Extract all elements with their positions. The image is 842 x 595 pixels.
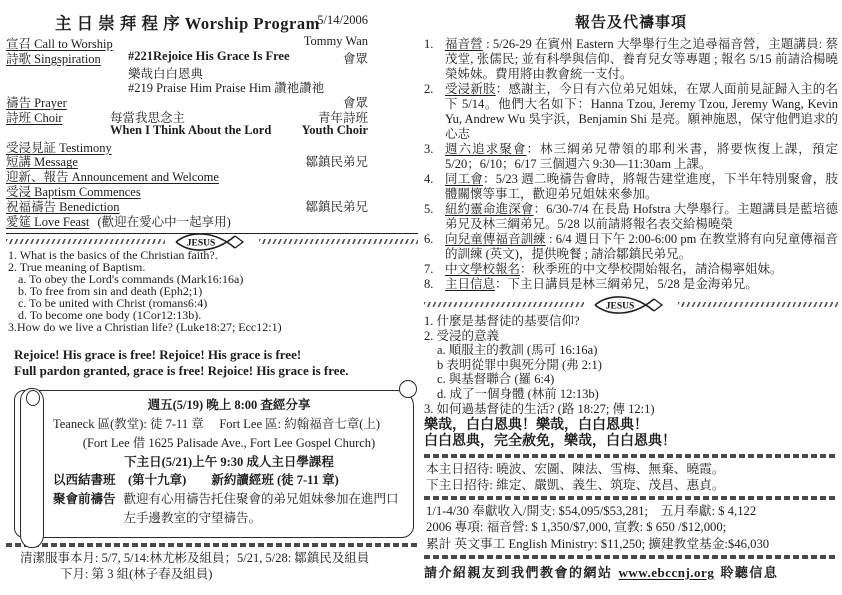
title-row xyxy=(6,10,418,34)
program-person: 青年詩班 xyxy=(317,110,368,125)
cleaning-duty xyxy=(6,550,418,583)
finance-line: 2006 專項: 福音營: $ 1,350/$7,000, 宣教: $ 650 /$12,000; xyxy=(426,520,727,535)
ushers-next-week: 下主日招待: 維定、嚴凱、義生、筑琁、茂昌、惠貞。 xyxy=(426,477,725,492)
program-row xyxy=(6,152,418,170)
program-person: 會眾 xyxy=(342,96,368,111)
outline-line: c. 與基督聯合 (羅 6:4) xyxy=(437,372,555,387)
english-outline xyxy=(6,250,418,333)
item-heading: 受浸新肢 xyxy=(445,82,496,96)
outline-line: b. To free from sin and death (Eph2;1) xyxy=(18,284,203,299)
item-body: 中文學校報名：秋季班的中文學校開始報名，請洽楊寧姐妹。 xyxy=(445,262,783,276)
program-list xyxy=(6,34,418,229)
item-body: 紐約靈命進深會：6/30-7/4 在長島 Hofstra 大學舉行。主題講員是藍培德弟兄及林三綱弟兄。5/28 以前請將報名表交給楊曉榮 xyxy=(445,202,838,231)
item-heading: 週六追求聚會 xyxy=(445,142,527,156)
program-person: 會眾 xyxy=(342,51,368,66)
svg-text:JESUS: JESUS xyxy=(186,238,216,249)
program-song: 每當我思念主 xyxy=(110,110,186,125)
program-row xyxy=(6,78,418,96)
refrain-line: Rejoice! His grace is free! Rejoice! His grace is free! xyxy=(14,346,302,362)
scroll-roll-decoration xyxy=(20,388,44,548)
outline-line: 3. 如何過基督徒的生活? (路 18:27; 傳 12:1) xyxy=(424,401,655,416)
program-row xyxy=(6,64,418,79)
outline-line: a. To obey the Lord's commands (Mark16:16a) xyxy=(18,272,244,287)
scroll-line: 週五(5/19) 晚上 8:00 查經分享 xyxy=(147,398,311,413)
outline-line: d. 成了一個身體 (林前 12:13b) xyxy=(437,386,599,401)
page-title: 主 日 崇 拜 程 序 Worship Program xyxy=(55,14,320,33)
bulletin-date: 5/14/2006 xyxy=(317,13,368,27)
cleaning-line: 下月: 第 3 組(林子春及組員) xyxy=(60,567,213,582)
program-row xyxy=(6,49,418,64)
squiggle-divider xyxy=(424,496,838,500)
item-heading: 同工會 xyxy=(445,172,484,186)
item-body: 主日信息：下主日講員是林三綱弟兄，5/28 是金海弟兄。 xyxy=(445,277,758,291)
squiggle-divider xyxy=(6,543,418,547)
right-column xyxy=(424,0,838,581)
program-label: 宣召 Call to Worship xyxy=(6,37,113,51)
program-row xyxy=(6,197,418,212)
website-footer xyxy=(424,562,838,581)
item-heading: 中文學校報名 xyxy=(445,262,521,276)
item-number: 4. xyxy=(424,172,434,186)
announcement-item xyxy=(424,202,838,232)
program-label: 迎新、報告 Announcement and Welcome xyxy=(6,170,219,185)
item-number: 5. xyxy=(424,202,434,216)
outline-line: c. To be united with Christ (romans6:4) xyxy=(18,295,208,310)
program-song: #219 Praise Him Praise Him 讚祂讚祂 xyxy=(128,81,325,96)
jesus-divider xyxy=(424,298,838,311)
item-number: 1. xyxy=(424,37,434,51)
finance-line: 累計 英文事工 English Ministry: $11,250; 擴建教堂基金:$46,030 xyxy=(426,536,770,551)
announcements-header: 報告及代禱事項 xyxy=(574,15,687,31)
scroll-line xyxy=(53,490,405,528)
program-label: 詩歌 Singspiration xyxy=(6,51,101,66)
announcement-item xyxy=(424,232,838,262)
jesus-divider xyxy=(6,235,418,248)
outline-line: 3.How do we live a Christian life? (Luke18:27; Ecc12:1) xyxy=(8,319,282,334)
program-label: 禱告 Prayer xyxy=(6,96,67,111)
scroll-line: (Fort Lee 借 1625 Palisade Ave., Fort Lee Gospel Church) xyxy=(82,435,376,450)
outline-line: b 表明從罪中與死分開 (弗 2:1) xyxy=(437,357,602,372)
item-number: 6. xyxy=(424,232,434,246)
announcement-scroll xyxy=(14,390,414,538)
announcement-item xyxy=(424,172,838,202)
svg-text:JESUS: JESUS xyxy=(605,301,635,311)
announcement-item xyxy=(424,262,838,277)
item-body: 週六追求聚會：林三綱弟兄帶領的耶利米書，將要恢復上課，預定 5/20；6/10；6/17 三個週六 9:30—11:30am 上課。 xyxy=(445,142,838,171)
outline-line: 2. 受浸的意義 xyxy=(424,328,500,343)
left-column xyxy=(6,0,418,583)
item-heading: 主日信息 xyxy=(445,277,496,291)
item-body: 向兒童傳福音訓練 : 6/4 週日下午 2:00-6:00 pm 在教堂將有向兒童傳福音的訓練 (英文)，提供晚餐 ; 請洽鄒鎮民弟兄。 xyxy=(445,232,838,261)
item-body: 同工會：5/23 週二晚禱告會時，將報告建堂進度，下半年特別聚會，肢體關懷等事工，歡迎弟兄姐妹來參加。 xyxy=(445,172,838,201)
program-row xyxy=(6,167,418,185)
rejoice-refrain xyxy=(14,347,418,379)
program-label: 受浸 Baptism Commences xyxy=(6,184,141,199)
program-person: Tommy Wan xyxy=(303,34,368,48)
outline-line: 1. 什麼是基督徒的基要信仰? xyxy=(424,314,580,328)
item-number: 2. xyxy=(424,82,434,96)
item-body: 福音營 : 5/26-29 在賓州 Eastern 大學舉行生之追尋福音營，主題講員: 蔡茂堂, 张儒民; 並有科學與信仰、養育兒女等專題 ; 報名 5/15 前請洽楊曉榮姊妹。費用將由教會統一支付。 xyxy=(445,37,838,81)
program-row xyxy=(6,138,418,153)
refrain-line: Full pardon granted, grace is free! Rejoice! His grace is free. xyxy=(14,362,349,378)
announcement-list xyxy=(424,37,838,292)
scroll-corner-curl-decoration xyxy=(399,380,417,398)
program-person: Youth Choir xyxy=(301,122,368,137)
program-label: 短講 Message xyxy=(6,155,78,170)
squiggle-divider xyxy=(678,302,838,307)
footer-text: 聆聽信息 xyxy=(720,564,779,580)
item-number: 8. xyxy=(424,277,434,291)
scroll-line: Teaneck 區(教堂): 徒 7-11 章 Fort Lee 區: 約翰福音七章(上) xyxy=(53,417,381,432)
ushers-this-week: 本主日招待: 曉波、宏圖、陳法、雪梅、無棄、曉霞。 xyxy=(426,461,725,476)
jesus-fish-icon xyxy=(592,296,670,314)
item-heading: 福音營 xyxy=(445,37,483,51)
footer-text: 請介紹親友到我們教會的網站 xyxy=(424,564,613,580)
announcement-item xyxy=(424,142,838,172)
program-label: 愛筵 Love Feast xyxy=(6,214,90,229)
scroll-prayer-text: 歡迎有心用禱告托住聚會的弟兄姐妹參加在進門口左手邊教室的守望禱告。 xyxy=(123,492,399,526)
program-row xyxy=(6,93,418,111)
outline-line: 1. What is the basics of the Christian faith?. xyxy=(8,248,218,263)
program-row xyxy=(6,212,418,227)
program-song: 樂哉白白恩典 xyxy=(128,66,204,81)
item-heading: 向兒童傳福音訓練 xyxy=(445,232,546,246)
program-note: (歡迎在愛心中一起享用) xyxy=(97,214,231,229)
squiggle-divider xyxy=(259,239,418,244)
program-person: 鄒鎮民弟兄 xyxy=(305,155,368,170)
program-row xyxy=(6,182,418,197)
outline-line: 2. True meaning of Baptism. xyxy=(8,260,146,275)
item-number: 7. xyxy=(424,262,434,276)
chinese-outline xyxy=(424,314,838,416)
program-label: 祝福禱告 Benediction xyxy=(6,199,120,214)
program-song: When I Think About the Lord xyxy=(110,122,272,137)
program-person: 鄒鎮民弟兄 xyxy=(305,199,368,214)
item-number: 3. xyxy=(424,142,434,156)
refrain-line: 白白恩典，完全赦免，樂哉，白白恩典！ xyxy=(424,434,676,450)
squiggle-divider xyxy=(424,555,838,559)
scroll-line: 以西結書班 (第十九章) 新約讀經班 (徒 7-11 章) xyxy=(53,473,339,488)
scroll-prayer-label: 聚會前禱告 xyxy=(53,492,116,507)
finance-line: 1/1-4/30 奉獻收入/開支: $54,095/$53,281; 五月奉獻: $ 4,122 xyxy=(426,504,757,519)
cleaning-line: 清潔服事本月: 5/7, 5/14:林尤彬及組員；5/21, 5/28: 鄒鎮民及組員 xyxy=(20,550,370,565)
website-link[interactable]: www.ebccnj.org xyxy=(618,564,715,580)
squiggle-divider xyxy=(424,302,584,307)
item-heading: 紐約靈命進深會 xyxy=(445,202,534,216)
rejoice-refrain-chinese xyxy=(424,418,838,451)
program-row xyxy=(6,108,418,123)
program-label: 詩班 Choir xyxy=(6,110,63,125)
item-body: 受浸新肢：感謝主，今日有六位弟兄姐妹，在眾人面前見証歸入主的名下 5/14。他們大名如下：Hanna Tzou, Jeremy Tzou, Jeremy Wang, Kevin Yu, Andrew Wu 吳宇浜，Benjamin Shi 是亮。願神施恩，保守他們追求的心志 xyxy=(445,82,838,141)
refrain-line: 樂哉，白白恩典！樂哉，白白恩典！ xyxy=(424,418,648,434)
squiggle-divider xyxy=(6,239,165,244)
squiggle-divider xyxy=(424,454,838,458)
program-song: #221Rejoice His Grace Is Free xyxy=(128,48,290,63)
announcement-item xyxy=(424,37,838,82)
program-row xyxy=(6,123,418,138)
program-label: 受浸見証 Testimony xyxy=(6,140,112,155)
outline-line: d. To become one body (1Cor12:13b). xyxy=(18,307,202,322)
announcement-item xyxy=(424,82,838,142)
outline-line: a. 順服主的教訓 (馬可 16:16a) xyxy=(437,343,598,358)
program-row xyxy=(6,34,418,49)
scroll-line: 下主日(5/21)上午 9:30 成人主日學課程 xyxy=(124,454,334,469)
announcement-item xyxy=(424,277,838,292)
